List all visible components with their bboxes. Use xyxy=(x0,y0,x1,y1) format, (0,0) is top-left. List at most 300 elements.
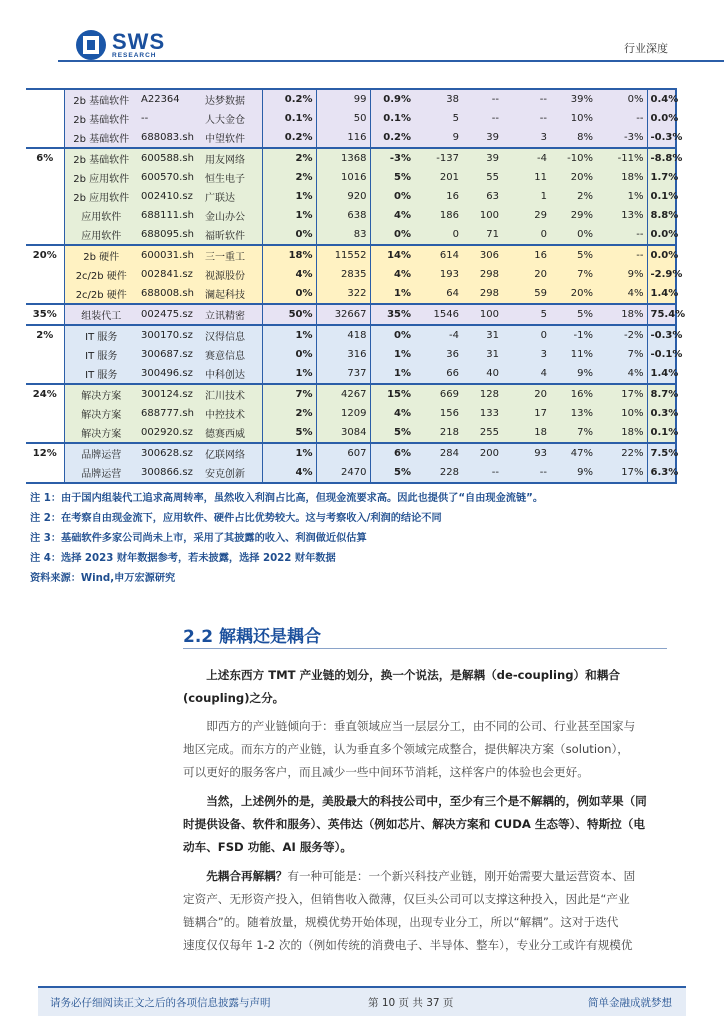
p3-line-3: 动车、FSD 功能、AI 服务等）。 xyxy=(183,840,352,854)
cell-segment: 2b 应用软件 xyxy=(64,168,138,187)
group-share-cell: 20% xyxy=(26,245,64,265)
cell-fcf-share: 7.5% xyxy=(647,443,676,463)
cell-profit: 64 xyxy=(414,284,462,304)
cell-revenue: 11552 xyxy=(316,245,370,265)
cell-rev-share: 1% xyxy=(262,206,316,225)
cell-c8: 31 xyxy=(462,325,502,345)
cell-profit: 16 xyxy=(414,187,462,206)
cell-c9: -4 xyxy=(502,148,550,168)
page-footer xyxy=(38,986,686,1016)
cell-profit-share: 5% xyxy=(370,463,414,483)
cell-revenue: 322 xyxy=(316,284,370,304)
cell-c8: 71 xyxy=(462,225,502,245)
cell-c8: 39 xyxy=(462,128,502,148)
cell-c9: 0 xyxy=(502,325,550,345)
group-share-cell xyxy=(26,404,64,423)
cell-c10: 9% xyxy=(550,364,596,384)
cell-segment: 2b 基础软件 xyxy=(64,128,138,148)
cell-fcf-share: 8.8% xyxy=(647,206,676,225)
cell-segment: IT 服务 xyxy=(64,345,138,364)
cell-c8: 31 xyxy=(462,345,502,364)
cell-c11: 18% xyxy=(596,168,647,187)
table-row xyxy=(26,284,676,304)
group-share-cell: 2% xyxy=(26,325,64,345)
cell-c9: 18 xyxy=(502,423,550,443)
cell-fcf-share: 75.4% xyxy=(647,304,676,325)
group-share-cell xyxy=(26,206,64,225)
cell-c8: 255 xyxy=(462,423,502,443)
cell-c10: 29% xyxy=(550,206,596,225)
cell-company: 赛意信息 xyxy=(202,345,262,364)
cell-c11: 10% xyxy=(596,404,647,423)
cell-rev-share: 50% xyxy=(262,304,316,325)
cell-fcf-share: -0.3% xyxy=(647,325,676,345)
cell-fcf-share: 0.1% xyxy=(647,187,676,206)
cell-rev-share: 1% xyxy=(262,443,316,463)
table-row xyxy=(26,463,676,483)
cell-revenue: 2470 xyxy=(316,463,370,483)
cell-c10: 13% xyxy=(550,404,596,423)
cell-c11: -- xyxy=(596,245,647,265)
cell-rev-share: 0.2% xyxy=(262,128,316,148)
cell-code: 300687.sz xyxy=(138,345,202,364)
cell-revenue: 50 xyxy=(316,109,370,128)
cell-c8: 128 xyxy=(462,384,502,404)
cell-c8: -- xyxy=(462,109,502,128)
table-row xyxy=(26,265,676,284)
cell-profit-share: 0.1% xyxy=(370,109,414,128)
cell-c10: 5% xyxy=(550,304,596,325)
cell-fcf-share: 8.7% xyxy=(647,384,676,404)
cell-revenue: 1016 xyxy=(316,168,370,187)
cell-c9: 11 xyxy=(502,168,550,187)
cell-segment: 2c/2b 硬件 xyxy=(64,265,138,284)
cell-segment: 2b 基础软件 xyxy=(64,109,138,128)
cell-segment: 应用软件 xyxy=(64,206,138,225)
cell-profit: 218 xyxy=(414,423,462,443)
cell-c10: 7% xyxy=(550,423,596,443)
cell-code: 300628.sz xyxy=(138,443,202,463)
cell-segment: 解决方案 xyxy=(64,384,138,404)
cell-c10: 47% xyxy=(550,443,596,463)
cell-c10: 39% xyxy=(550,89,596,109)
cell-c10: 9% xyxy=(550,463,596,483)
table-row xyxy=(26,304,676,325)
group-share-cell: 12% xyxy=(26,443,64,463)
cell-code: 300124.sz xyxy=(138,384,202,404)
group-share-cell xyxy=(26,345,64,364)
paragraph-1 xyxy=(183,664,667,710)
section-title: 2.2 解耦还是耦合 xyxy=(183,627,322,647)
cell-company: 视源股份 xyxy=(202,265,262,284)
cell-c9: -- xyxy=(502,463,550,483)
cell-profit: 1546 xyxy=(414,304,462,325)
cell-segment: 2b 硬件 xyxy=(64,245,138,265)
cell-rev-share: 5% xyxy=(262,423,316,443)
cell-fcf-share: 0.0% xyxy=(647,109,676,128)
cell-c10: 0% xyxy=(550,225,596,245)
cell-c9: 29 xyxy=(502,206,550,225)
table-notes xyxy=(30,489,690,589)
table-row xyxy=(26,345,676,364)
cell-revenue: 418 xyxy=(316,325,370,345)
page-number: 第 10 页 共 37 页 xyxy=(368,997,454,1009)
cell-c9: 93 xyxy=(502,443,550,463)
p2-line-3: 可以更好的服务客户，而且减少一些中间环节消耗，这样客户的体验也会更好。 xyxy=(183,765,589,779)
cell-c10: -10% xyxy=(550,148,596,168)
cell-profit-share: 5% xyxy=(370,423,414,443)
cell-company: 澜起科技 xyxy=(202,284,262,304)
cell-segment: 解决方案 xyxy=(64,423,138,443)
cell-fcf-share: 0.0% xyxy=(647,225,676,245)
table-row xyxy=(26,423,676,443)
cell-segment: 品牌运营 xyxy=(64,463,138,483)
cell-c8: 100 xyxy=(462,206,502,225)
cell-c11: 17% xyxy=(596,384,647,404)
paragraph-2 xyxy=(183,715,667,784)
cell-c8: 40 xyxy=(462,364,502,384)
cell-code: 002410.sz xyxy=(138,187,202,206)
disclaimer-text: 请务必仔细阅读正文之后的各项信息披露与声明 xyxy=(50,997,271,1009)
cell-rev-share: 7% xyxy=(262,384,316,404)
cell-c10: 16% xyxy=(550,384,596,404)
industry-chain-table xyxy=(26,88,686,484)
cell-profit: 9 xyxy=(414,128,462,148)
cell-segment: 解决方案 xyxy=(64,404,138,423)
brand-logo xyxy=(76,30,165,60)
section-divider xyxy=(183,648,667,649)
cell-c10: 11% xyxy=(550,345,596,364)
cell-c11: -3% xyxy=(596,128,647,148)
source-note: 资料来源：Wind,申万宏源研究 xyxy=(30,573,176,584)
cell-profit-share: 6% xyxy=(370,443,414,463)
cell-revenue: 737 xyxy=(316,364,370,384)
cell-profit: -137 xyxy=(414,148,462,168)
cell-revenue: 638 xyxy=(316,206,370,225)
cell-profit-share: -3% xyxy=(370,148,414,168)
cell-c8: 200 xyxy=(462,443,502,463)
table-row xyxy=(26,89,676,109)
cell-c11: 4% xyxy=(596,284,647,304)
cell-rev-share: 2% xyxy=(262,148,316,168)
cell-profit-share: 4% xyxy=(370,404,414,423)
cell-c9: 3 xyxy=(502,345,550,364)
cell-code: 002920.sz xyxy=(138,423,202,443)
cell-c10: 5% xyxy=(550,245,596,265)
cell-segment: 2b 基础软件 xyxy=(64,89,138,109)
cell-c9: 17 xyxy=(502,404,550,423)
cell-c9: -- xyxy=(502,89,550,109)
cell-rev-share: 1% xyxy=(262,325,316,345)
cell-segment: 2b 基础软件 xyxy=(64,148,138,168)
note-1: 注 1：由于国内组装代工追求高周转率，虽然收入利润占比高，但现金流要求高。因此也提供了“自由现金流链”。 xyxy=(30,493,544,504)
p4-line-3: 链耦合”的。随着放量，规模优势开始体现，出现专业分工，所以“解耦”。这对于迭代 xyxy=(183,915,619,929)
cell-revenue: 4267 xyxy=(316,384,370,404)
cell-c8: 298 xyxy=(462,265,502,284)
cell-c8: 298 xyxy=(462,284,502,304)
cell-code: A22364 xyxy=(138,89,202,109)
cell-fcf-share: -2.9% xyxy=(647,265,676,284)
slogan-text: 简单金融成就梦想 xyxy=(588,997,672,1009)
cell-code: 300866.sz xyxy=(138,463,202,483)
cell-profit-share: 0% xyxy=(370,325,414,345)
group-share-cell: 35% xyxy=(26,304,64,325)
group-share-cell xyxy=(26,284,64,304)
table-row xyxy=(26,443,676,463)
cell-company: 广联达 xyxy=(202,187,262,206)
cell-code: 300496.sz xyxy=(138,364,202,384)
cell-revenue: 116 xyxy=(316,128,370,148)
cell-c11: 7% xyxy=(596,345,647,364)
cell-company: 中控技术 xyxy=(202,404,262,423)
cell-company: 达梦数据 xyxy=(202,89,262,109)
p3-line-2: 时提供设备、软件和服务）、英伟达（例如芯片、解决方案和 CUDA 生态等）、特斯拉（电 xyxy=(183,817,645,831)
group-share-cell: 24% xyxy=(26,384,64,404)
cell-profit: 186 xyxy=(414,206,462,225)
group-share-cell xyxy=(26,423,64,443)
cell-c11: 9% xyxy=(596,265,647,284)
cell-fcf-share: 0.3% xyxy=(647,404,676,423)
cell-company: 中科创达 xyxy=(202,364,262,384)
p4-line-1: 有一种可能是：一个新兴科技产业链，刚开始需要大量运营资本、固 xyxy=(287,869,636,883)
group-share-cell xyxy=(26,463,64,483)
cell-c8: -- xyxy=(462,463,502,483)
cell-company: 中望软件 xyxy=(202,128,262,148)
cell-c11: -- xyxy=(596,109,647,128)
cell-code: 600588.sh xyxy=(138,148,202,168)
cell-revenue: 2835 xyxy=(316,265,370,284)
paragraph-3 xyxy=(183,790,667,859)
cell-company: 用友网络 xyxy=(202,148,262,168)
note-3: 注 3：基础软件多家公司尚未上市，采用了其披露的收入、利润做近似估算 xyxy=(30,533,367,544)
cell-profit-share: 0% xyxy=(370,187,414,206)
cell-revenue: 3084 xyxy=(316,423,370,443)
logo-main-text: SWS xyxy=(112,28,166,54)
cell-code: 600031.sh xyxy=(138,245,202,265)
table-row xyxy=(26,364,676,384)
cell-company: 福昕软件 xyxy=(202,225,262,245)
header-divider xyxy=(58,60,724,62)
cell-profit-share: 0.9% xyxy=(370,89,414,109)
cell-fcf-share: -0.1% xyxy=(647,345,676,364)
cell-profit: 193 xyxy=(414,265,462,284)
cell-profit-share: 14% xyxy=(370,245,414,265)
cell-c10: 20% xyxy=(550,284,596,304)
p3-line-1: 当然，上述例外的是，美股最大的科技公司中，至少有三个是不解耦的，例如苹果（同 xyxy=(206,794,647,808)
cell-c11: 0% xyxy=(596,89,647,109)
cell-segment: 品牌运营 xyxy=(64,443,138,463)
group-share-cell: 6% xyxy=(26,148,64,168)
group-share-cell xyxy=(26,265,64,284)
cell-c9: 5 xyxy=(502,304,550,325)
group-share-cell xyxy=(26,187,64,206)
table-row xyxy=(26,128,676,148)
note-2: 注 2：在考察自由现金流下，应用软件、硬件占比优势较大。这与考察收入/利润的结论不同 xyxy=(30,513,442,524)
cell-profit: 5 xyxy=(414,109,462,128)
cell-rev-share: 0.1% xyxy=(262,109,316,128)
p2-line-2: 地区完成。而东方的产业链，认为垂直多个领域完成整合，提供解决方案（solution）， xyxy=(183,742,629,756)
cell-company: 人大金仓 xyxy=(202,109,262,128)
cell-revenue: 32667 xyxy=(316,304,370,325)
logo-sub-text: RESEARCH xyxy=(112,51,157,59)
cell-profit-share: 1% xyxy=(370,364,414,384)
p1-line-2: (coupling)之分。 xyxy=(183,691,285,705)
cell-c10: 8% xyxy=(550,128,596,148)
cell-revenue: 920 xyxy=(316,187,370,206)
sws-logo-icon xyxy=(76,30,106,60)
table-row xyxy=(26,168,676,187)
cell-c8: 306 xyxy=(462,245,502,265)
cell-company: 汉得信息 xyxy=(202,325,262,345)
cell-c9: 59 xyxy=(502,284,550,304)
cell-c9: 1 xyxy=(502,187,550,206)
cell-fcf-share: 1.4% xyxy=(647,284,676,304)
table-row xyxy=(26,148,676,168)
cell-profit-share: 0% xyxy=(370,225,414,245)
cell-revenue: 607 xyxy=(316,443,370,463)
cell-fcf-share: 1.4% xyxy=(647,364,676,384)
cell-c8: 39 xyxy=(462,148,502,168)
cell-c11: 22% xyxy=(596,443,647,463)
cell-c8: -- xyxy=(462,89,502,109)
cell-profit: 36 xyxy=(414,345,462,364)
table-row xyxy=(26,109,676,128)
cell-profit: 614 xyxy=(414,245,462,265)
cell-profit: 201 xyxy=(414,168,462,187)
cell-code: 002475.sz xyxy=(138,304,202,325)
cell-c11: 1% xyxy=(596,187,647,206)
cell-profit: 228 xyxy=(414,463,462,483)
cell-profit-share: 4% xyxy=(370,206,414,225)
cell-rev-share: 2% xyxy=(262,404,316,423)
cell-code: 300170.sz xyxy=(138,325,202,345)
cell-profit-share: 1% xyxy=(370,284,414,304)
cell-fcf-share: -8.8% xyxy=(647,148,676,168)
cell-c10: 7% xyxy=(550,265,596,284)
cell-c9: 16 xyxy=(502,245,550,265)
cell-profit-share: 0.2% xyxy=(370,128,414,148)
cell-rev-share: 0.2% xyxy=(262,89,316,109)
cell-profit-share: 1% xyxy=(370,345,414,364)
cell-c8: 55 xyxy=(462,168,502,187)
cell-rev-share: 0% xyxy=(262,345,316,364)
cell-profit-share: 5% xyxy=(370,168,414,187)
cell-segment: 组装代工 xyxy=(64,304,138,325)
cell-code: 688083.sh xyxy=(138,128,202,148)
cell-segment: 应用软件 xyxy=(64,225,138,245)
cell-c9: -- xyxy=(502,109,550,128)
cell-segment: IT 服务 xyxy=(64,364,138,384)
cell-c11: 13% xyxy=(596,206,647,225)
cell-revenue: 1209 xyxy=(316,404,370,423)
cell-segment: IT 服务 xyxy=(64,325,138,345)
paragraph-4 xyxy=(183,865,667,957)
group-share-cell xyxy=(26,168,64,187)
cell-code: -- xyxy=(138,109,202,128)
cell-code: 600570.sh xyxy=(138,168,202,187)
cell-rev-share: 0% xyxy=(262,284,316,304)
cell-c8: 100 xyxy=(462,304,502,325)
cell-c9: 20 xyxy=(502,265,550,284)
p4-line-2: 定资产、无形资产投入，但销售收入微薄，仅巨头公司可以支撑这种投入，因此是“产业 xyxy=(183,892,630,906)
cell-company: 德赛西威 xyxy=(202,423,262,443)
report-category: 行业深度 xyxy=(624,42,668,55)
cell-code: 688777.sh xyxy=(138,404,202,423)
cell-c11: 17% xyxy=(596,463,647,483)
cell-company: 金山办公 xyxy=(202,206,262,225)
cell-fcf-share: -0.3% xyxy=(647,128,676,148)
cell-code: 688095.sh xyxy=(138,225,202,245)
cell-c9: 0 xyxy=(502,225,550,245)
cell-profit: 156 xyxy=(414,404,462,423)
table-row xyxy=(26,187,676,206)
group-share-cell xyxy=(26,89,64,109)
cell-rev-share: 18% xyxy=(262,245,316,265)
cell-company: 安克创新 xyxy=(202,463,262,483)
cell-rev-share: 2% xyxy=(262,168,316,187)
cell-fcf-share: 0.1% xyxy=(647,423,676,443)
cell-rev-share: 4% xyxy=(262,463,316,483)
cell-c8: 133 xyxy=(462,404,502,423)
p4-lead: 先耦合再解耦？ xyxy=(206,869,288,883)
cell-code: 688008.sh xyxy=(138,284,202,304)
group-share-cell xyxy=(26,225,64,245)
cell-rev-share: 1% xyxy=(262,187,316,206)
cell-fcf-share: 0.0% xyxy=(647,245,676,265)
cell-profit: 0 xyxy=(414,225,462,245)
p4-line-4: 速度仅仅每年 1-2 次的（例如传统的消费电子、半导体、整车），专业分工或许有规模优 xyxy=(183,938,633,952)
cell-c10: 20% xyxy=(550,168,596,187)
cell-c10: -1% xyxy=(550,325,596,345)
table-row xyxy=(26,404,676,423)
cell-c9: 20 xyxy=(502,384,550,404)
cell-profit-share: 4% xyxy=(370,265,414,284)
cell-profit: 38 xyxy=(414,89,462,109)
cell-company: 亿联网络 xyxy=(202,443,262,463)
cell-c10: 10% xyxy=(550,109,596,128)
cell-rev-share: 0% xyxy=(262,225,316,245)
cell-c11: 4% xyxy=(596,364,647,384)
cell-profit: -4 xyxy=(414,325,462,345)
table-row xyxy=(26,245,676,265)
cell-company: 汇川技术 xyxy=(202,384,262,404)
cell-revenue: 99 xyxy=(316,89,370,109)
group-share-cell xyxy=(26,128,64,148)
cell-c8: 63 xyxy=(462,187,502,206)
cell-company: 立讯精密 xyxy=(202,304,262,325)
cell-fcf-share: 1.7% xyxy=(647,168,676,187)
cell-c11: 18% xyxy=(596,304,647,325)
p2-line-1: 即西方的产业链倾向于：垂直领域应当一层层分工，由不同的公司、行业甚至国家与 xyxy=(206,719,636,733)
group-share-cell xyxy=(26,364,64,384)
table-row xyxy=(26,206,676,225)
cell-company: 三一重工 xyxy=(202,245,262,265)
cell-revenue: 83 xyxy=(316,225,370,245)
cell-segment: 2b 应用软件 xyxy=(64,187,138,206)
cell-revenue: 316 xyxy=(316,345,370,364)
cell-profit: 669 xyxy=(414,384,462,404)
table-row xyxy=(26,384,676,404)
cell-c11: -11% xyxy=(596,148,647,168)
cell-profit-share: 35% xyxy=(370,304,414,325)
table-row xyxy=(26,225,676,245)
cell-company: 恒生电子 xyxy=(202,168,262,187)
cell-c10: 2% xyxy=(550,187,596,206)
cell-revenue: 1368 xyxy=(316,148,370,168)
group-share-cell xyxy=(26,109,64,128)
cell-c11: -2% xyxy=(596,325,647,345)
table-row xyxy=(26,325,676,345)
